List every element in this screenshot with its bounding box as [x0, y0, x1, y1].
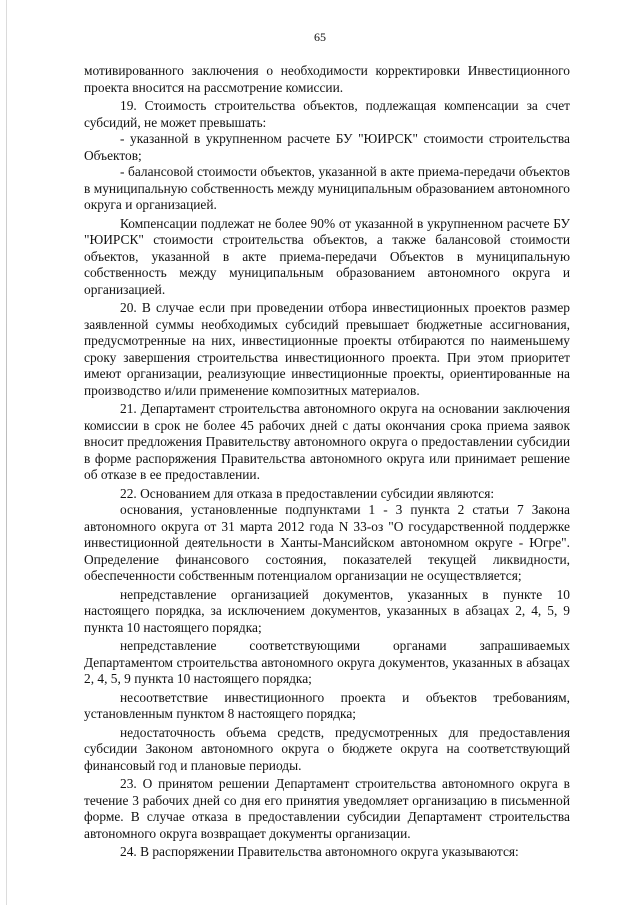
paragraph-9: основания, установленные подпунктами 1 - 3 пункта 2 статьи 7 Закона автономного округа от 31 марта 2012 года N 33-оз "О государственной поддержке инвестиционной деятельности в Ханты-Мансийском автономном округе - Югре". Определение финансового состояния, показателей текущей ликвидности, обеспеченности собственным потенциалом организации не осуществляется; [84, 502, 570, 583]
paragraph-15: 24. В распоряжении Правительства автономного округа указываются: [120, 844, 519, 859]
paragraph-10: непредставление организацией документов, указанных в пункте 10 настоящего порядка, за исключением документов, указанных в абзацах 2, 4, 5, 9 пункта 10 настоящего порядка; [84, 586, 570, 635]
document-body [84, 63, 570, 861]
paragraph-2: 19. Стоимость строительства объектов, подлежащая компенсации за счет субсидий, не может превышать: [84, 98, 570, 130]
page-number: 65 [314, 30, 326, 44]
paragraph-1: мотивированного заключения о необходимости корректировки Инвестиционного проекта вносится на рассмотрение комиссии. [84, 63, 570, 95]
paragraph-6: 20. В случае если при проведении отбора инвестиционных проектов размер заявленной суммы необходимых субсидий превышает бюджетные ассигнования, предусмотренные на них, инвестиционные проекты отбираются по наименьшему сроку завершения строительства инвестиционного проекта. При этом приоритет имеют организации, реализующие инвестиционные проекты, ориентированные на производство и/или применение композитных материалов. [84, 300, 570, 398]
paragraph-8: 22. Основанием для отказа в предоставлении субсидии являются: [120, 485, 495, 501]
paragraph-11: непредставление соответствующими органами запрашиваемых Департаментом строительства автономного округа документов, указанных в абзацах 2, 4, 5, 9 пункта 10 настоящего порядка; [84, 638, 570, 686]
paragraph-7: 21. Департамент строительства автономного округа на основании заключения комиссии в срок не более 45 рабочих дней с даты окончания срока приема заявок вносит предложения Правительству автономного округа о предоставлении субсидии в форме распоряжения Правительства автономного округа или принимает решение об отказе в ее предоставлении. [84, 401, 570, 482]
paragraph-3: - указанной в укрупненном расчете БУ "ЮИРСК" стоимости строительства Объектов; [84, 131, 570, 163]
scan-edge [6, 0, 7, 905]
paragraph-13: недостаточность объема средств, предусмотренных для предоставления субсидии Законом автономного округа о бюджете округа на соответствующий финансовый год и плановые периоды. [84, 724, 570, 773]
paragraph-12: несоответствие инвестиционного проекта и объектов требованиям, установленным пунктом 8 настоящего порядка; [84, 689, 570, 721]
paragraph-14: 23. О принятом решении Департамент строительства автономного округа в течение 3 рабочих дней со дня его принятия уведомляет организацию в письменной форме. В случае отказа в предоставлении субсидии Департамент строительства автономного округа возвращает документы организации. [84, 776, 570, 841]
paragraph-5: Компенсации подлежат не более 90% от указанной в укрупненном расчете БУ "ЮИРСК" стоимости строительства объектов, а также балансовой стоимости объектов, указанной в акте приема-передачи Объектов в муниципальную собственность между муниципальным образованием автономного округа и организацией. [84, 215, 570, 297]
paragraph-4: - балансовой стоимости объектов, указанной в акте приема-передачи объектов в муниципальную собственность между муниципальным образованием автономного округа и организацией. [84, 164, 570, 212]
